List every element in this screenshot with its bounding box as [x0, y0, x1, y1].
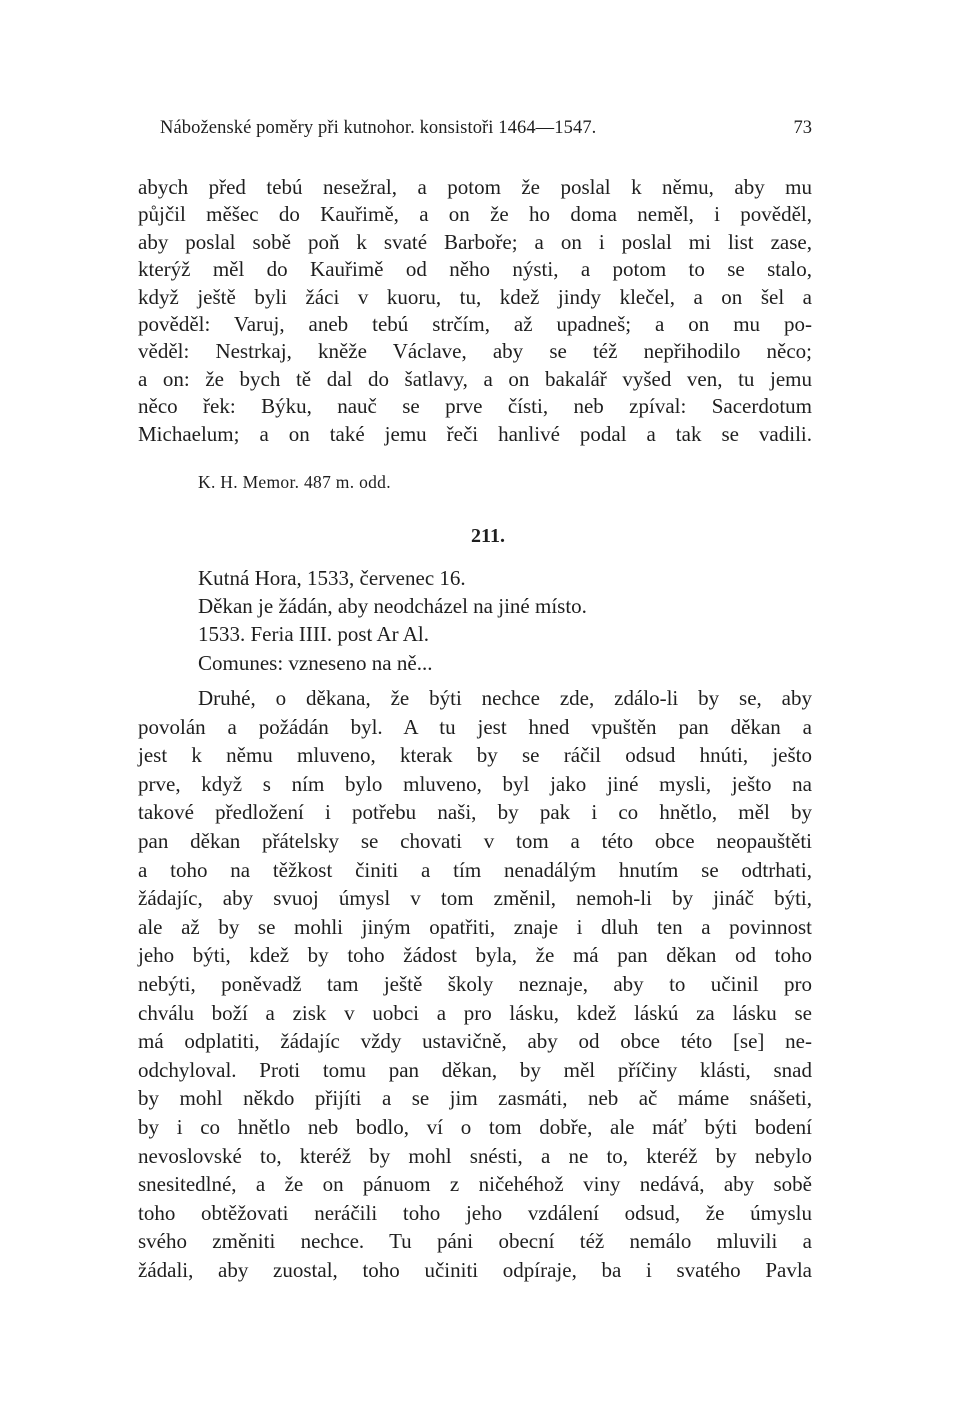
page-number: 73	[793, 118, 812, 138]
document-number: 211.	[471, 525, 505, 547]
text-line: žádali, aby zuostal, toho učiniti odpíraje, ba i svatého Pavla	[138, 1257, 812, 1282]
running-head-title: Náboženské poměry při kutnohor. konsistoři 1464—1547.	[160, 118, 597, 138]
text-line: prve, když s ním bylo mluveno, byl jako jiné mysli, ješto na	[138, 771, 812, 796]
text-line: půjčil měšec do Kauřimě, a on že ho doma neměl, i pověděl,	[138, 202, 812, 227]
text-line: nevoslovské to, kteréž by mohl snésti, a ne to, kteréž by nebylo	[138, 1143, 812, 1168]
text-line: když ještě byli žáci v kuoru, tu, kdež jindy klečel, a on šel a	[138, 284, 812, 309]
text-line: povolán a požádán byl. A tu jest hned vpuštěn pan děkan a	[138, 714, 812, 739]
text-line: věděl: Nestrkaj, kněže Václave, aby se též nepřihodilo něco;	[138, 339, 812, 364]
document-header	[198, 564, 587, 677]
text-line: snesitedlné, a že on pánuom z ničehéhož viny nedává, aby sobě	[138, 1172, 812, 1197]
source-note: K. H. Memor. 487 m. odd.	[198, 472, 391, 492]
text-line: aby poslal sobě poň k svaté Barboře; a on i poslal mi list zase,	[138, 229, 812, 254]
text-line: chválu boží a zisk v uobci a pro lásku, kdež láskú za lásku se	[138, 1000, 812, 1025]
document-dating: 1533. Feria IIII. post Ar Al.	[198, 622, 429, 647]
text-line: Michaelum; a on také jemu řeči hanlivé podal a tak se vadili.	[138, 421, 812, 446]
text-line: má odplatiti, žádajíc vždy ustavičně, aby od obce této [se] ne-	[138, 1029, 812, 1054]
text-line: odchyloval. Proti tomu pan děkan, by měl příčiny klásti, snad	[138, 1057, 812, 1082]
text-line: by mohl někdo přijíti a se jim zasmáti, neb ač máme snášeti,	[138, 1086, 812, 1111]
document-body	[138, 684, 812, 1284]
text-line: kterýž měl do Kauřimě od něho nýsti, a potom to se stalo,	[138, 257, 812, 282]
text-line: abych před tebú nesežral, a potom že poslal k němu, aby mu	[138, 175, 812, 199]
text-line: by i co hnětlo neb bodlo, ví o tom dobře, ale máť býti bodení	[138, 1114, 812, 1139]
text-line: nebýti, poněvadž tam ještě školy neznaje, aby to učinil pro	[138, 971, 812, 996]
text-line: toho obtěžovati neráčili toho jeho vzdálení odsud, že úmyslu	[138, 1200, 812, 1225]
text-line: a toho na těžkost činiti a tím nenadálým hnutím se odtrhati,	[138, 857, 812, 882]
text-line: pověděl: Varuj, aneb tebú strčím, až upadneš; a on mu po-	[138, 311, 812, 336]
paragraph-continued	[138, 174, 812, 448]
document-place-date: Kutná Hora, 1533, červenec 16.	[198, 566, 466, 590]
text-line: jest k němu mluveno, kterak by se ráčil odsud hnúti, ješto	[138, 743, 812, 768]
text-line: jeho býti, kdež by toho žádost byla, že má pan děkan od toho	[138, 943, 812, 968]
document-summary: Děkan je žádán, aby neodcházel na jiné místo.	[198, 594, 587, 619]
text-line: takové předložení i potřebu naši, by pak i co hnětlo, měl by	[138, 800, 812, 825]
text-line: a on: že bych tě dal do šatlavy, a on bakalář vyšed ven, tu jemu	[138, 366, 812, 391]
text-line: pan děkan přátelsky se chovati v tom a této obce neopauštěti	[138, 828, 812, 853]
text-line: Druhé, o děkana, že býti nechce zde, zdálo-li by se, aby	[198, 686, 812, 710]
text-line: svého změniti nechce. Tu páni obecní též nemálo mluvili a	[138, 1229, 812, 1254]
document-subject: Comunes: vzneseno na ně...	[198, 650, 433, 675]
text-line: něco řek: Býku, nauč se prve čísti, neb zpíval: Sacerdotum	[138, 394, 812, 419]
text-line: žádajíc, aby svuoj úmysl v tom změnil, nemoh-li by jináč býti,	[138, 886, 812, 911]
text-line: ale až by se mohli jiným opatřiti, znaje i dluh ten a povinnost	[138, 914, 812, 939]
